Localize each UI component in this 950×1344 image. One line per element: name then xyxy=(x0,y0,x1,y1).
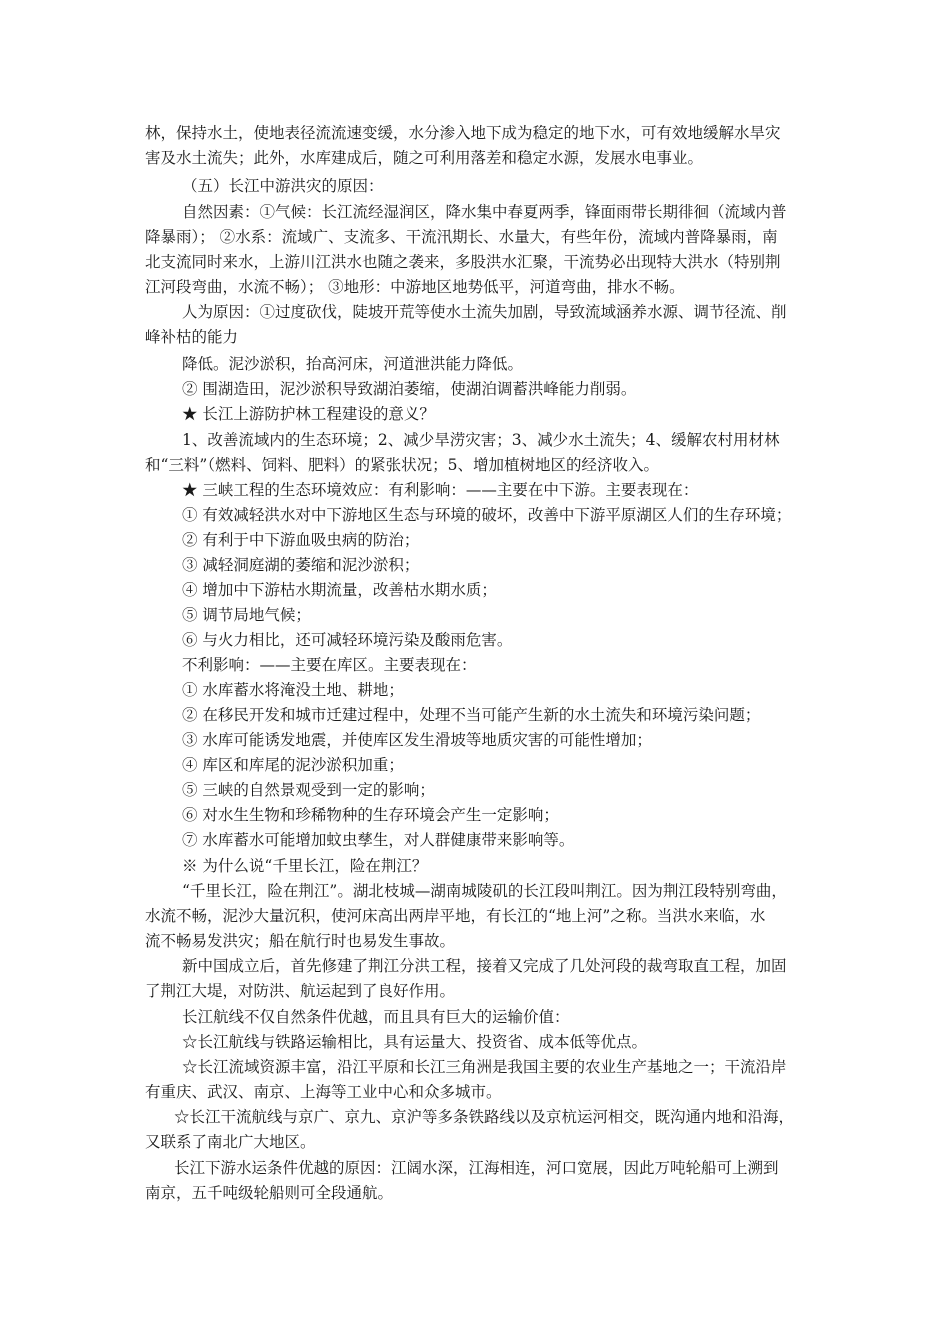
text-line: 和“三料”（燃料、饲料、肥料）的紧张状况；5、增加植树地区的经济收入。 xyxy=(145,456,659,474)
list-item: ⑦ 水库蓄水可能增加蚊虫孳生，对人群健康带来影响等。 xyxy=(182,831,575,849)
text-line: 长江下游水运条件优越的原因：江阔水深，江海相连，河口宽展，因此万吨轮船可上溯到 xyxy=(174,1159,779,1177)
text-line: 了荆江大堤，对防洪、航运起到了良好作用。 xyxy=(145,982,456,1000)
text-line: 降低。泥沙淤积，抬高河床，河道泄洪能力降低。 xyxy=(182,355,524,373)
list-item: ⑤ 调节局地气候； xyxy=(182,606,311,624)
text-line: 有重庆、武汉、南京、上海等工业中心和众多城市。 xyxy=(145,1083,502,1101)
list-item: ☆长江干流航线与京广、京九、京沪等多条铁路线以及京杭运河相交，既沟通内地和沿海， xyxy=(174,1108,795,1126)
list-item: ☆长江流域资源丰富，沿江平原和长江三角洲是我国主要的农业生产基地之一；干流沿岸 xyxy=(182,1058,787,1076)
section-heading: ★ 长江上游防护林工程建设的意义？ xyxy=(182,405,435,423)
list-item: ④ 增加中下游枯水期流量，改善枯水期水质； xyxy=(182,581,497,599)
list-item: ③ 水库可能诱发地震，并使库区发生滑坡等地质灾害的可能性增加； xyxy=(182,731,652,749)
list-item: ① 有效减轻洪水对中下游地区生态与环境的破坏，改善中下游平原湖区人们的生存环境； xyxy=(182,506,792,524)
list-item: ① 水库蓄水将淹没土地、耕地； xyxy=(182,681,404,699)
text-line: 人为原因：①过度砍伐，陡坡开荒等使水土流失加剧，导致流域涵养水源、调节径流、削 xyxy=(182,303,787,321)
list-item: ② 有利于中下游血吸虫病的防治； xyxy=(182,531,420,549)
section-heading: ★ 三峡工程的生态环境效应：有利影响：——主要在中下游。主要表现在： xyxy=(182,481,699,499)
list-item: ⑥ 对水生生物和珍稀物种的生存环境会产生一定影响； xyxy=(182,806,559,824)
text-line: 峰补枯的能力 xyxy=(145,328,239,346)
text-line: 水流不畅，泥沙大量沉积，使河床高出两岸平地，有长江的“地上河”之称。当洪水来临，水 xyxy=(145,907,766,925)
text-line: 害及水土流失；此外，水库建成后，随之可利用落差和稳定水源，发展水电事业。 xyxy=(145,149,704,167)
list-item: ③ 减轻洞庭湖的萎缩和泥沙淤积； xyxy=(182,556,420,574)
section-heading: （五）长江中游洪灾的原因： xyxy=(182,177,384,195)
text-line: 北支流同时来水，上游川江洪水也随之袭来，多股洪水汇聚，干流势必出现特大洪水（特别荆 xyxy=(145,253,781,271)
list-item: ⑤ 三峡的自然景观受到一定的影响； xyxy=(182,781,435,799)
text-line: 林，保持水土，使地表径流流速变缓，水分渗入地下成为稳定的地下水，可有效地缓解水旱灾 xyxy=(145,124,781,142)
section-heading: ※ 为什么说“千里长江，险在荆江？ xyxy=(182,857,428,875)
list-item: ④ 库区和库尾的泥沙淤积加重； xyxy=(182,756,404,774)
text-line: 南京，五千吨级轮船则可全段通航。 xyxy=(145,1184,394,1202)
text-line: 流不畅易发洪灾；船在航行时也易发生事故。 xyxy=(145,932,456,950)
text-line: 又联系了南北广大地区。 xyxy=(145,1133,316,1151)
text-line: 降暴雨）； ②水系：流域广、支流多、干流汛期长、水量大，有些年份，流域内普降暴雨，南 xyxy=(145,228,778,246)
text-line: 新中国成立后，首先修建了荆江分洪工程，接着又完成了几处河段的裁弯取直工程，加固 xyxy=(182,957,787,975)
text-line: 不利影响：——主要在库区。主要表现在： xyxy=(182,656,477,674)
text-line: ② 围湖造田，泥沙淤积导致湖泊萎缩，使湖泊调蓄洪峰能力削弱。 xyxy=(182,380,637,398)
list-item: ⑥ 与火力相比，还可减轻环境污染及酸雨危害。 xyxy=(182,631,513,649)
text-line: “千里长江，险在荆江”。湖北枝城—湖南城陵矶的长江段叫荆江。因为荆江段特别弯曲， xyxy=(182,882,787,900)
text-line: 江河段弯曲，水流不畅）； ③地形：中游地区地势低平，河道弯曲，排水不畅。 xyxy=(145,278,685,296)
text-line: 长江航线不仅自然条件优越，而且具有巨大的运输价值： xyxy=(182,1008,570,1026)
list-item: ② 在移民开发和城市迁建过程中，处理不当可能产生新的水土流失和环境污染问题； xyxy=(182,706,761,724)
text-line: 1、改善流域内的生态环境；2、减少旱涝灾害；3、减少水土流失；4、缓解农村用材林 xyxy=(182,431,780,449)
list-item: ☆长江航线与铁路运输相比，具有运量大、投资省、成本低等优点。 xyxy=(182,1033,648,1051)
text-line: 自然因素：①气候：长江流经湿润区，降水集中春夏两季，锋面雨带长期徘徊（流域内普 xyxy=(182,203,787,221)
